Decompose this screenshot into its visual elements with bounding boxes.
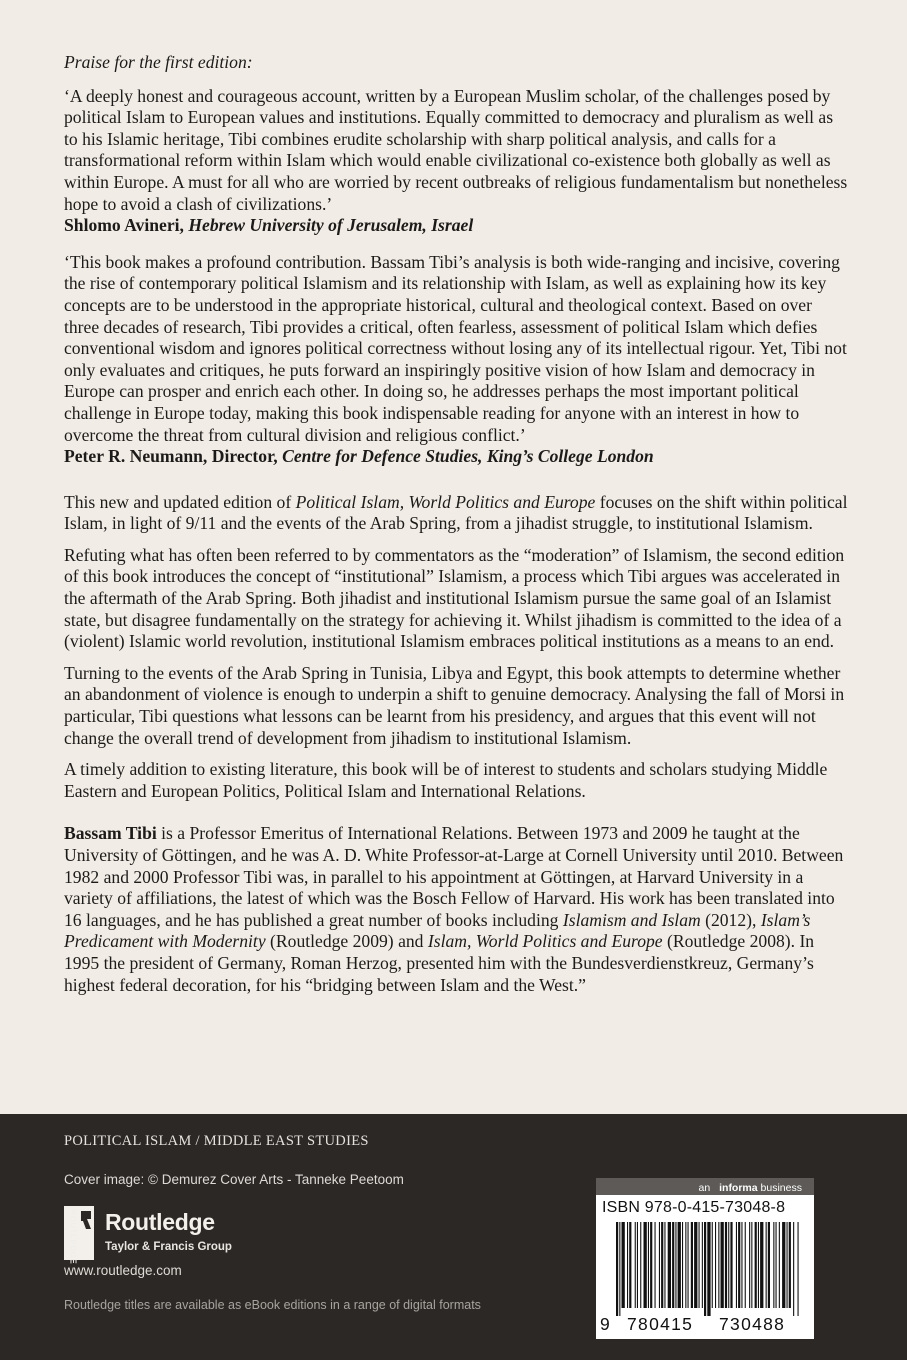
barcode-bar	[650, 1222, 652, 1308]
book-title: Political Islam, World Politics and Europe	[295, 491, 596, 512]
barcode-bar	[741, 1222, 742, 1308]
quote-1-attribution	[64, 215, 850, 237]
barcode-panel	[596, 1178, 814, 1339]
main-text	[64, 52, 850, 996]
ebook-note: Routledge titles are available as eBook editions in a range of digital formats	[64, 1298, 481, 1312]
barcode-digits	[596, 1312, 814, 1338]
barcode-bar	[655, 1222, 656, 1308]
barcode-bar	[688, 1222, 689, 1308]
barcode-bar	[637, 1222, 638, 1308]
barcode-bar	[644, 1222, 647, 1308]
informa-prefix: an	[698, 1182, 711, 1194]
author-name: Bassam Tibi	[64, 823, 157, 844]
barcode-bar	[678, 1222, 681, 1308]
bio-text: (2012),	[705, 909, 757, 930]
barcode-bar	[685, 1222, 686, 1308]
barcode-bar	[629, 1222, 631, 1308]
intro-after: focuses on the shift within political Islam, in light of 9/11 and the events of the Arab Spring, from a jihadist struggle, to institutional Islamism.	[64, 491, 848, 534]
barcode-bar	[702, 1222, 703, 1308]
barcode-bar	[793, 1222, 794, 1316]
barcode-bar	[773, 1222, 774, 1308]
barcode-bar	[766, 1222, 767, 1308]
subject-category: POLITICAL ISLAM / MIDDLE EAST STUDIES	[64, 1133, 369, 1149]
barcode-bar	[622, 1222, 625, 1308]
barcode-bar	[668, 1222, 671, 1308]
barcode-bar	[745, 1222, 746, 1308]
bio-text: is a Professor Emeritus of International Relations. Between 1973 and 2009 he taught at the University of Göttingen, and he was A. D. White Professor-at-Large at Cornell University until 2010. Between 1982 and 2000 Professor Tibi was, in parallel to his appointment at Göttingen, at Harvard University in a variety of affiliations, the latest of which was the Bosch Fellow of Harvard. His work has been translated into 16 languages, and he has published a great number of books including	[64, 823, 844, 930]
description-intro	[64, 492, 850, 535]
description-paragraph: Turning to the events of the Arab Spring in Tunisia, Libya and Egypt, this book attempts to determine whether an abandonment of violence is enough to underpin a shift to genuine democracy. Analysing the fall of Morsi in particular, Tibi questions what lessons can be learnt from his presidency, and argues that this event will not change the overall trend of development from jihadism to institutional Islamism.	[64, 662, 845, 748]
author-bio	[64, 823, 850, 996]
informa-strip	[596, 1178, 814, 1195]
barcode-bar	[682, 1222, 683, 1308]
barcode-bar	[736, 1222, 737, 1308]
barcode-bar	[768, 1222, 770, 1308]
barcode-bar	[721, 1222, 724, 1308]
cover-credit: Cover image: © Demurez Cover Arts - Tanneke Peetoom	[64, 1172, 404, 1187]
barcode-bar	[672, 1222, 674, 1308]
barcode-digit-first: 9	[600, 1314, 610, 1334]
barcode-bar	[691, 1222, 693, 1308]
quote-1-affiliation: Hebrew University of Jerusalem, Israel	[188, 215, 474, 236]
publisher-website[interactable]: www.routledge.com	[64, 1263, 182, 1278]
barcode-bar	[664, 1222, 665, 1308]
praise-heading: Praise for the first edition:	[64, 52, 253, 72]
barcode-bar	[760, 1222, 763, 1308]
footer-band	[0, 1114, 907, 1360]
barcode-icon	[602, 1222, 810, 1316]
barcode-bar	[798, 1222, 799, 1316]
barcode-bar	[730, 1222, 732, 1308]
barcode-bar	[776, 1222, 777, 1308]
barcode-digits-right: 730488	[719, 1314, 786, 1334]
barcode-digits-left: 780415	[627, 1314, 694, 1334]
barcode-bar	[755, 1222, 757, 1308]
informa-brand: informa	[719, 1182, 758, 1194]
bio-book-title: Islam, World Politics and Europe	[427, 931, 663, 952]
barcode-bar	[704, 1222, 706, 1316]
quote-2-attribution	[64, 446, 850, 468]
barcode-bar	[661, 1222, 663, 1308]
publisher-logo	[64, 1206, 264, 1266]
isbn-text: ISBN 978-0-415-73048-8	[602, 1199, 786, 1216]
description-paragraph: A timely addition to existing literature, this book will be of interest to students and scholars studying Middle Eastern and European Politics, Political Islam and International Relations.	[64, 759, 828, 801]
intro-before: This new and updated edition of	[64, 491, 292, 512]
description-paragraph: Refuting what has often been referred to by commentators as the “moderation” of Islamism, the second edition of this book introduces the concept of “institutional” Islamism, a process which Tibi argues was accelerated in the aftermath of the Arab Spring. Both jihadist and institutional Islamism pursue the same goal of an Islamist state, but disagree fundamentally on the strategy for achieving it. Whilst jihadism is committed to the idea of a (violent) Islamic world revolution, institutional Islamism embraces political institutions as a means to an end.	[64, 544, 845, 652]
quote-2-affiliation: Centre for Defence Studies, King’s College London	[282, 446, 654, 467]
publisher-vertical-word: ROUTLEDGE	[68, 1209, 78, 1265]
publisher-group: Taylor & Francis Group	[105, 1241, 232, 1253]
barcode-bar	[619, 1222, 620, 1316]
barcode-bar	[694, 1222, 697, 1308]
publisher-name: Routledge	[105, 1209, 215, 1235]
bio-text: (Routledge 2009) and	[270, 931, 424, 952]
quote-1-name: Shlomo Avineri,	[64, 215, 184, 236]
barcode-bar	[751, 1222, 752, 1308]
barcode-bar	[648, 1222, 649, 1308]
quote-1-text: ‘A deeply honest and courageous account, written by a European Muslim scholar, of the challenges posed by political Islam to European values and institutions. Equally committed to democracy and pluralism as well as to his Islamic heritage, Tibi combines erudite scholarship with sharp political analysis, and calls for a transformational reform within Islam which would enable civilizational co-existence both globally as well as within Europe. A must for all who are worried by recent outbreaks of religious fundamentalism but nonetheless hope to avoid a clash of civilizations.’	[64, 85, 848, 214]
barcode-bar	[707, 1222, 710, 1316]
barcode-bar	[640, 1222, 641, 1308]
barcode-bar	[787, 1222, 788, 1308]
barcode-bar	[789, 1222, 791, 1308]
barcode-bar	[627, 1222, 628, 1308]
barcode-bar	[659, 1222, 660, 1308]
barcode-bar	[758, 1222, 759, 1308]
barcode-bar	[635, 1222, 636, 1308]
quote-2-text: ‘This book makes a profound contribution. Bassam Tibi’s analysis is both wide-ranging and incisive, covering the rise of contemporary political Islamism and its relationship with Islam, as well as explaining how its key concepts are to be understood in the appropriate historical, cultural and theological context. Based on over three decades of research, Tibi provides a critical, often fearless, assessment of political Islam which defies conventional wisdom and ignores political correctness without losing any of its intellectual rigour. Yet, Tibi not only evaluates and critiques, he puts forward an inspiringly positive vision of how Islam and democracy in Europe can prosper and enrich each other. In doing so, he addresses perhaps the most important political challenge in Europe today, making this book indispensable reading for anyone with an interest in how to overcome the threat from cultural division and religious conflict.’	[64, 251, 847, 445]
barcode-bar	[725, 1222, 727, 1308]
barcode-bar	[699, 1222, 700, 1308]
bio-book-title: Islam’s Predicament with Modernity	[64, 909, 811, 952]
barcode-bar	[718, 1222, 719, 1308]
informa-suffix: business	[760, 1182, 802, 1194]
barcode-bar	[782, 1222, 785, 1308]
barcode-bar	[728, 1222, 729, 1308]
barcode-bar	[749, 1222, 750, 1308]
barcode-bar	[712, 1222, 713, 1308]
quote-2-name: Peter R. Neumann, Director,	[64, 446, 278, 467]
barcode-bar	[715, 1222, 716, 1308]
barcode-bar	[779, 1222, 780, 1308]
bio-text: (Routledge 2008). In 1995 the president of Germany, Roman Herzog, presented him with the Bundesverdienstkreuz, Germany’s highest federal decoration, for his “bridging between Islam and the West.”	[64, 931, 815, 995]
barcode-bar	[675, 1222, 676, 1308]
bio-book-title: Islamism and Islam	[562, 909, 701, 930]
barcode-bar	[616, 1222, 618, 1316]
barcode-bar	[738, 1222, 740, 1308]
